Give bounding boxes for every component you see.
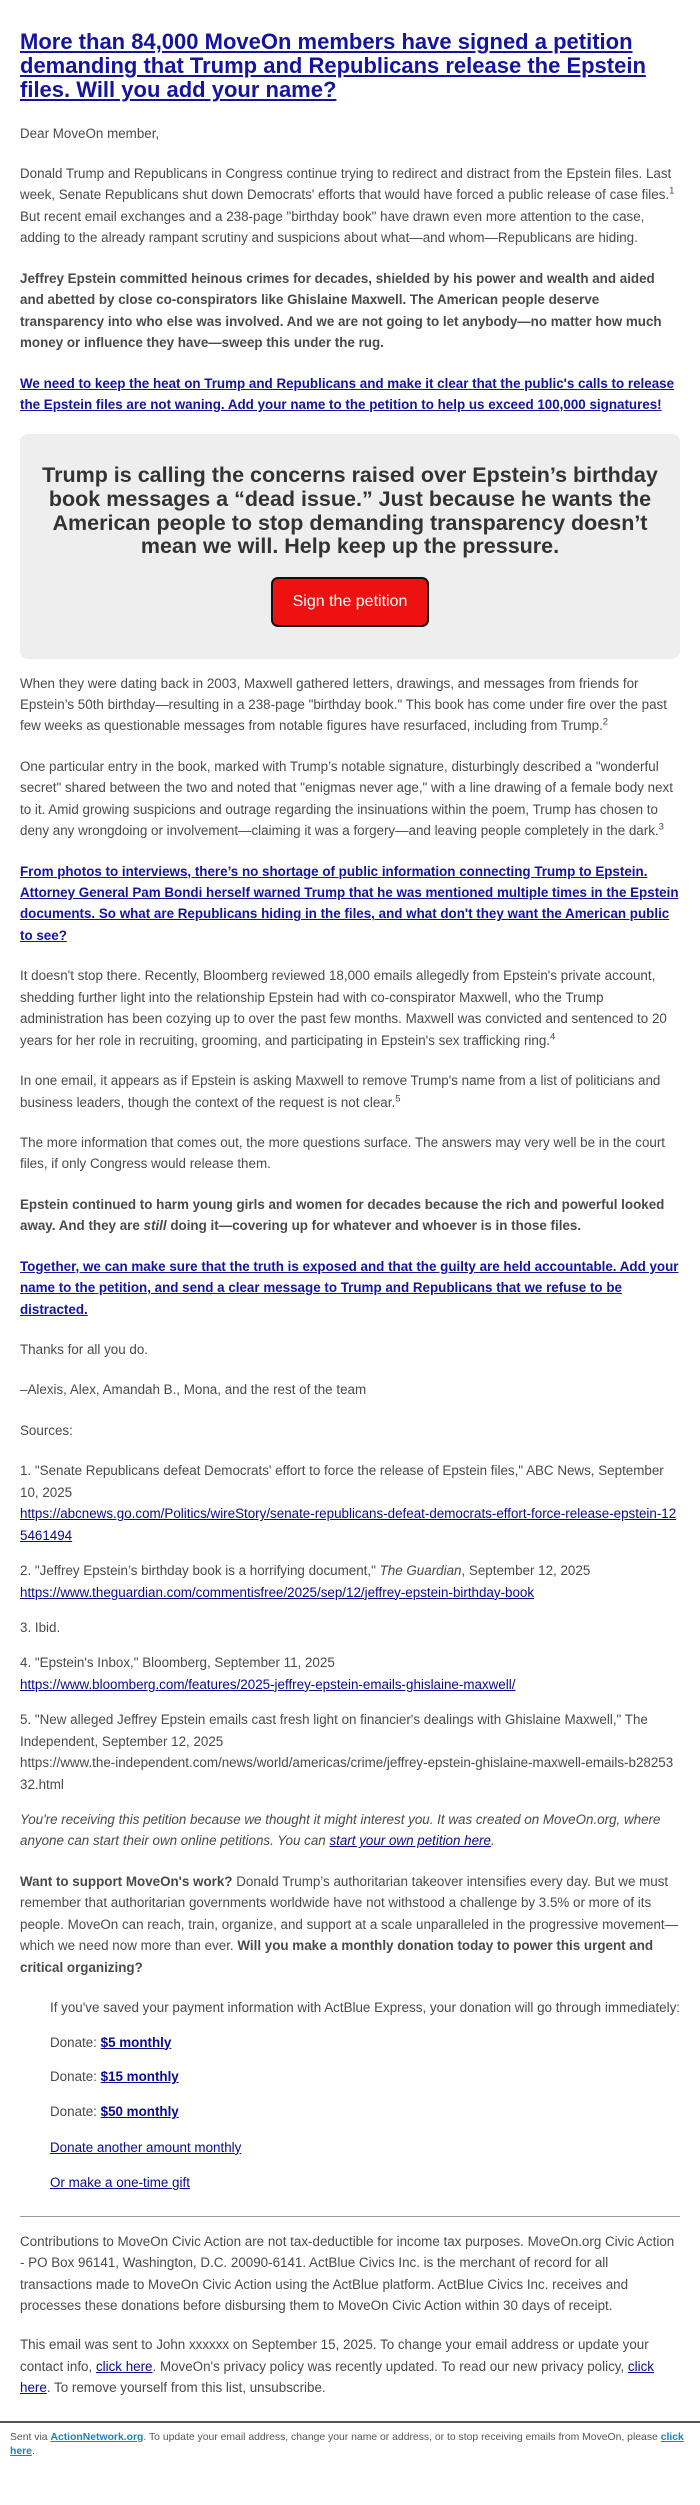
- donate-intro: If you've saved your payment information with ActBlue Express, your donation will go through immediately:: [50, 2000, 681, 2016]
- signoff-text: –Alexis, Alex, Amandah B., Mona, and the rest of the team: [20, 1382, 367, 1398]
- privacy-policy-link[interactable]: click here: [20, 2358, 654, 2396]
- source-item-2: 2. "Jeffrey Epstein’s birthday book is a horrifying document," The Guardian, September 12, 2025 https://www.theguardian.com/commentisfree/2025/sep/12/jeffrey-epstein-birthday-book: [20, 1563, 591, 1600]
- footnote-5: 5: [395, 1093, 401, 1105]
- source-url-5: https://www.the-independent.com/news/world/americas/crime/jeffrey-epstein-ghislaine-maxwell-emails-b2825332.html: [20, 1755, 674, 1792]
- email-paragraph: In one email, it appears as if Epstein is asking Maxwell to remove Trump's name from a list of politicians and business leaders, though the context of the request is not clear.$^5$: [20, 1073, 661, 1110]
- entry-paragraph: One particular entry in the book, marked with Trump’s notable signature, disturbingly described a "wonderful secret" shared between the two and noted that "enigmas never age," with a line drawing of a female body next to it. Amid growing suspicions and outrage regarding the insinuations within the poem, Trump has chosen to deny any wrongdoing or involvement—claiming it was a forgery—and leaving people completely in the dark.$^3$: [20, 758, 673, 839]
- thanks-text: Thanks for all you do.: [20, 1342, 149, 1358]
- legal-section: [20, 2231, 680, 2399]
- emphasis-paragraph: Jeffrey Epstein committed heinous crimes for decades, shielded by his power and wealth and aided and abetted by close co-conspirators like Ghislaine Maxwell. The American people deserve transparency into who else was involved. And we are not going to let anybody—no matter how much money or influence they have—sweep this under the rug.: [20, 270, 662, 351]
- donate-50-monthly-link[interactable]: $50 monthly: [100, 2104, 179, 2120]
- intro-paragraph: Donald Trump and Republicans in Congress continue trying to redirect and distract from the Epstein files. Last week, Senate Republicans shut down Democrats' efforts that would have forced a public release of case files.$^1$ But recent email exchanges and a 238-page "birthday book" have drawn even more attention to the case, adding to the already rampant scrutiny and suspicions about what—and whom—Republicans are hiding.: [20, 166, 675, 246]
- source-link-2[interactable]: https://www.theguardian.com/commentisfree/2025/sep/12/jeffrey-epstein-birthday-book: [20, 1584, 535, 1600]
- source-link-4[interactable]: https://www.bloomberg.com/features/2025-jeffrey-epstein-emails-ghislaine-maxwell/: [20, 1676, 516, 1692]
- donate-option-3: Donate: $50 monthly: [50, 2104, 179, 2120]
- divider: [20, 2216, 680, 2217]
- donate-box: [20, 1997, 680, 2194]
- legal-disclaimer: Contributions to MoveOn Civic Action are not tax-deductible for income tax purposes. MoveOn.org Civic Action - PO Box 96141, Washington, D.C. 20090-6141. ActBlue Civics Inc. is the merchant of record for all transactions made to MoveOn Civic Action using the ActBlue platform. ActBlue Civics Inc. receives and processes these donations before disbursing them to MoveOn Civic Action within 30 days of receipt.: [20, 2233, 675, 2314]
- update-contact-link[interactable]: click here: [95, 2358, 153, 2374]
- petition-link-2[interactable]: From photos to interviews, there’s no shortage of public information connecting Trump to Epstein. Attorney General Pam Bondi herself warned Trump that he was mentioned multiple times in the Epstein documents. So what are Republicans hiding in the files, and what don't they want the American public to see?: [20, 863, 679, 943]
- sign-petition-button[interactable]: Sign the petition: [271, 577, 430, 627]
- donate-5-monthly-link[interactable]: $5 monthly: [100, 2034, 172, 2050]
- harm-paragraph: Epstein continued to harm young girls and women for decades because the rich and powerful looked away. And they are still doing it—covering up for whatever and whoever is in those files.: [20, 1196, 665, 1234]
- greeting: Dear MoveOn member,: [20, 125, 160, 141]
- headline-link[interactable]: More than 84,000 MoveOn members have signed a petition demanding that Trump and Republicans release the Epstein files. Will you add your name?: [20, 29, 646, 103]
- footnote-3: 3: [658, 821, 664, 833]
- actionnetwork-link[interactable]: ActionNetwork.org: [50, 2431, 144, 2443]
- footnote-2: 2: [602, 716, 609, 728]
- callout-box: [20, 434, 680, 658]
- sources-label: Sources:: [20, 1422, 73, 1438]
- support-paragraph: Want to support MoveOn's work? Donald Trump’s authoritarian takeover intensifies every day. But we must remember that authoritarian governments worldwide have not withstood a challenge by 3.5% or more of its people. MoveOn can reach, train, organize, and support at a scale unparalleled in the progressive movement—which we need now more than ever. Will you make a monthly donation today to power this urgent and critical organizing?: [20, 1873, 679, 1975]
- footer-click-here-link[interactable]: click here: [10, 2431, 684, 2457]
- birthday-book-paragraph: When they were dating back in 2003, Maxwell gathered letters, drawings, and messages from friends for Epstein’s 50th birthday—resulting in a 238-page "birthday book." This book has come under fire over the past few weeks as questionable messages from notable figures have resurfaced, including from Trump.$^2$: [20, 675, 667, 734]
- contact-notice: This email was sent to John xxxxxx on September 15, 2025. To change your email address or update your contact info, click here. MoveOn's privacy policy was recently updated. To read our new privacy policy, click here. To remove yourself from this list, unsubscribe.: [20, 2337, 654, 2396]
- footer: Sent via ActionNetwork.org. To update your email address, change your name or address, or to stop receiving emails from MoveOn, please click here.: [0, 2421, 700, 2465]
- receiving-notice: You're receiving this petition because we thought it might interest you. It was created on MoveOn.org, where anyone can start their own online petitions. You can start your own petition here.: [20, 1812, 661, 1849]
- donate-option-2: Donate: $15 monthly: [50, 2069, 179, 2085]
- footnote-4: 4: [550, 1031, 556, 1043]
- donate-15-monthly-link[interactable]: $15 monthly: [100, 2069, 179, 2085]
- one-time-gift-link[interactable]: Or make a one-time gift: [50, 2175, 190, 2191]
- source-item-1: 1. "Senate Republicans defeat Democrats' effort to force the release of Epstein files," ABC News, September 10, 2025 https://abcnews.go.com/Politics/wireStory/senate-republicans-defeat-democrats-effort-force-release-epstein-125461494: [20, 1463, 677, 1543]
- source-item-5: 5. "New alleged Jeffrey Epstein emails cast fresh light on financier's dealings with Ghislaine Maxwell," The Independent, September 12, 2025 https://www.the-independent.com/news/world/americas/crime/jeffrey-epstein-ghislaine-maxwell-emails-b2825332.html: [20, 1712, 674, 1792]
- callout-text: Trump is calling the concerns raised over Epstein’s birthday book messages a “dead issue.” Just because he wants the American people to stop demanding transparency doesn’t mean we will. Help keep up the pressure.: [42, 463, 658, 559]
- petition-link-1[interactable]: We need to keep the heat on Trump and Republicans and make it clear that the public's calls to release the Epstein files are not waning. Add your name to the petition to help us exceed 100,000 signatures!: [20, 375, 675, 412]
- donate-other-amount-link[interactable]: Donate another amount monthly: [50, 2139, 242, 2155]
- source-link-1[interactable]: https://abcnews.go.com/Politics/wireStory/senate-republicans-defeat-democrats-effort-force-release-epstein-125461494: [20, 1506, 677, 1543]
- donate-option-1: Donate: $5 monthly: [50, 2034, 172, 2050]
- petition-link-3[interactable]: Together, we can make sure that the truth is exposed and that the guilty are held accountable. Add your name to the petition, and send a clear message to Trump and Republicans that we refuse to be distracted.: [20, 1258, 679, 1317]
- footnote-1: 1: [669, 185, 675, 197]
- start-petition-link[interactable]: start your own petition here: [329, 1833, 491, 1849]
- questions-paragraph: The more information that comes out, the more questions surface. The answers may very well be in the court files, if only Congress would release them.: [20, 1134, 666, 1172]
- bloomberg-paragraph: It doesn't stop there. Recently, Bloomberg reviewed 18,000 emails allegedly from Epstein's private account, shedding further light into the relationship Epstein had with co-conspirator Maxwell, who the Trump administration has been cozying up to over the past few months. Maxwell was convicted and sentenced to 20 years for her role in recruiting, grooming, and participating in Epstein's sex trafficking ring.$^4$: [20, 968, 667, 1048]
- source-item-4: 4. "Epstein's Inbox," Bloomberg, September 11, 2025 https://www.bloomberg.com/features/2025-jeffrey-epstein-emails-ghislaine-maxwell/: [20, 1655, 516, 1692]
- source-item-3: 3. Ibid.: [20, 1619, 61, 1635]
